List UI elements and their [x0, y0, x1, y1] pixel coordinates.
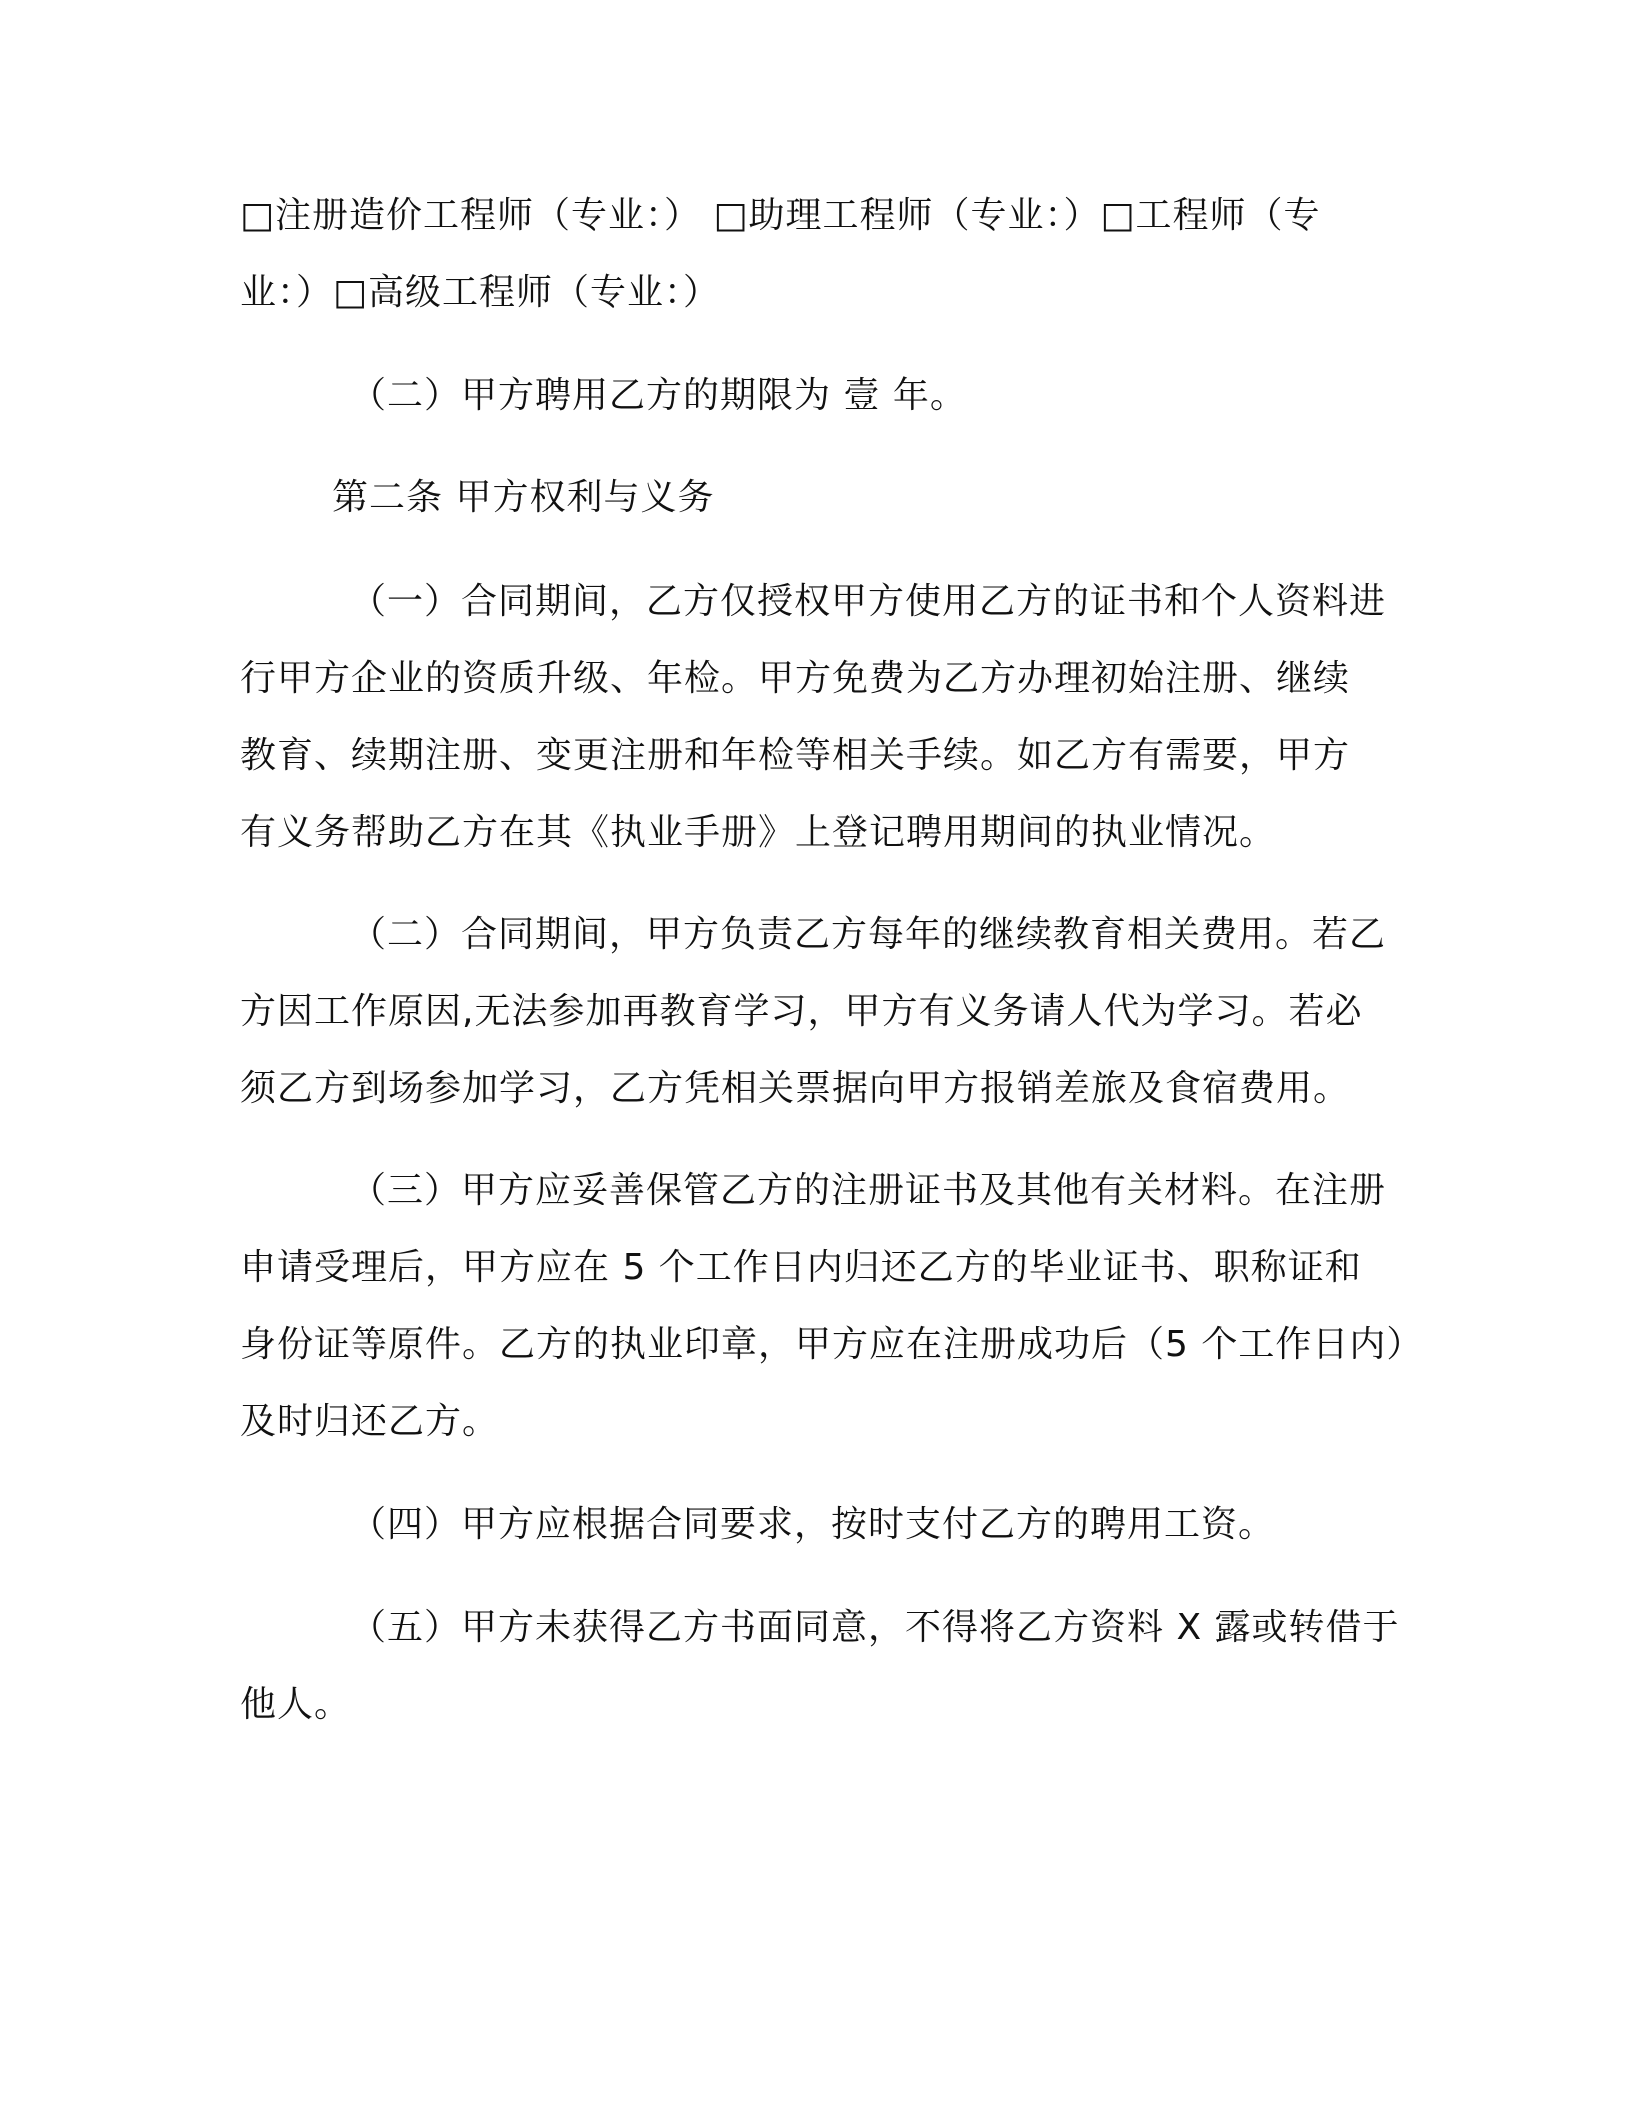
clause-1-line-1: （一）合同期间，乙方仅授权甲方使用乙方的证书和个人资料进	[350, 581, 1387, 622]
clause-2-line-3: 须乙方到场参加学习，乙方凭相关票据向甲方报销差旅及食宿费用。	[240, 1068, 1351, 1109]
qualification-line-1: □注册造价工程师（专业：） □助理工程师（专业：）□工程师（专	[240, 195, 1321, 236]
article-2-title: 第二条 甲方权利与义务	[332, 477, 715, 518]
clause-5-line-1: （五）甲方未获得乙方书面同意，不得将乙方资料 X 露或转借于	[350, 1607, 1400, 1648]
clause-1-line-2: 行甲方企业的资质升级、年检。甲方免费为乙方办理初始注册、继续	[240, 658, 1351, 699]
qualification-line-2: 业：）□高级工程师（专业：）	[240, 272, 721, 313]
clause-3-line-3: 身份证等原件。乙方的执业印章，甲方应在注册成功后（5 个工作日内）	[240, 1324, 1424, 1365]
clause-1-line-4: 有义务帮助乙方在其《执业手册》上登记聘用期间的执业情况。	[240, 812, 1277, 853]
term-clause: （二）甲方聘用乙方的期限为 壹 年。	[350, 375, 967, 416]
clause-2-line-2: 方因工作原因,无法参加再教育学习，甲方有义务请人代为学习。若必	[240, 991, 1363, 1032]
clause-5-line-2: 他人。	[240, 1684, 352, 1725]
clause-3-line-2: 申请受理后，甲方应在 5 个工作日内归还乙方的毕业证书、职称证和	[240, 1247, 1362, 1288]
clause-4: （四）甲方应根据合同要求，按时支付乙方的聘用工资。	[350, 1504, 1276, 1545]
clause-1-line-3: 教育、续期注册、变更注册和年检等相关手续。如乙方有需要，甲方	[240, 735, 1351, 776]
clause-3-line-1: （三）甲方应妥善保管乙方的注册证书及其他有关材料。在注册	[350, 1170, 1387, 1211]
clause-2-line-1: （二）合同期间，甲方负责乙方每年的继续教育相关费用。若乙	[350, 914, 1387, 955]
clause-3-line-4: 及时归还乙方。	[240, 1401, 500, 1442]
